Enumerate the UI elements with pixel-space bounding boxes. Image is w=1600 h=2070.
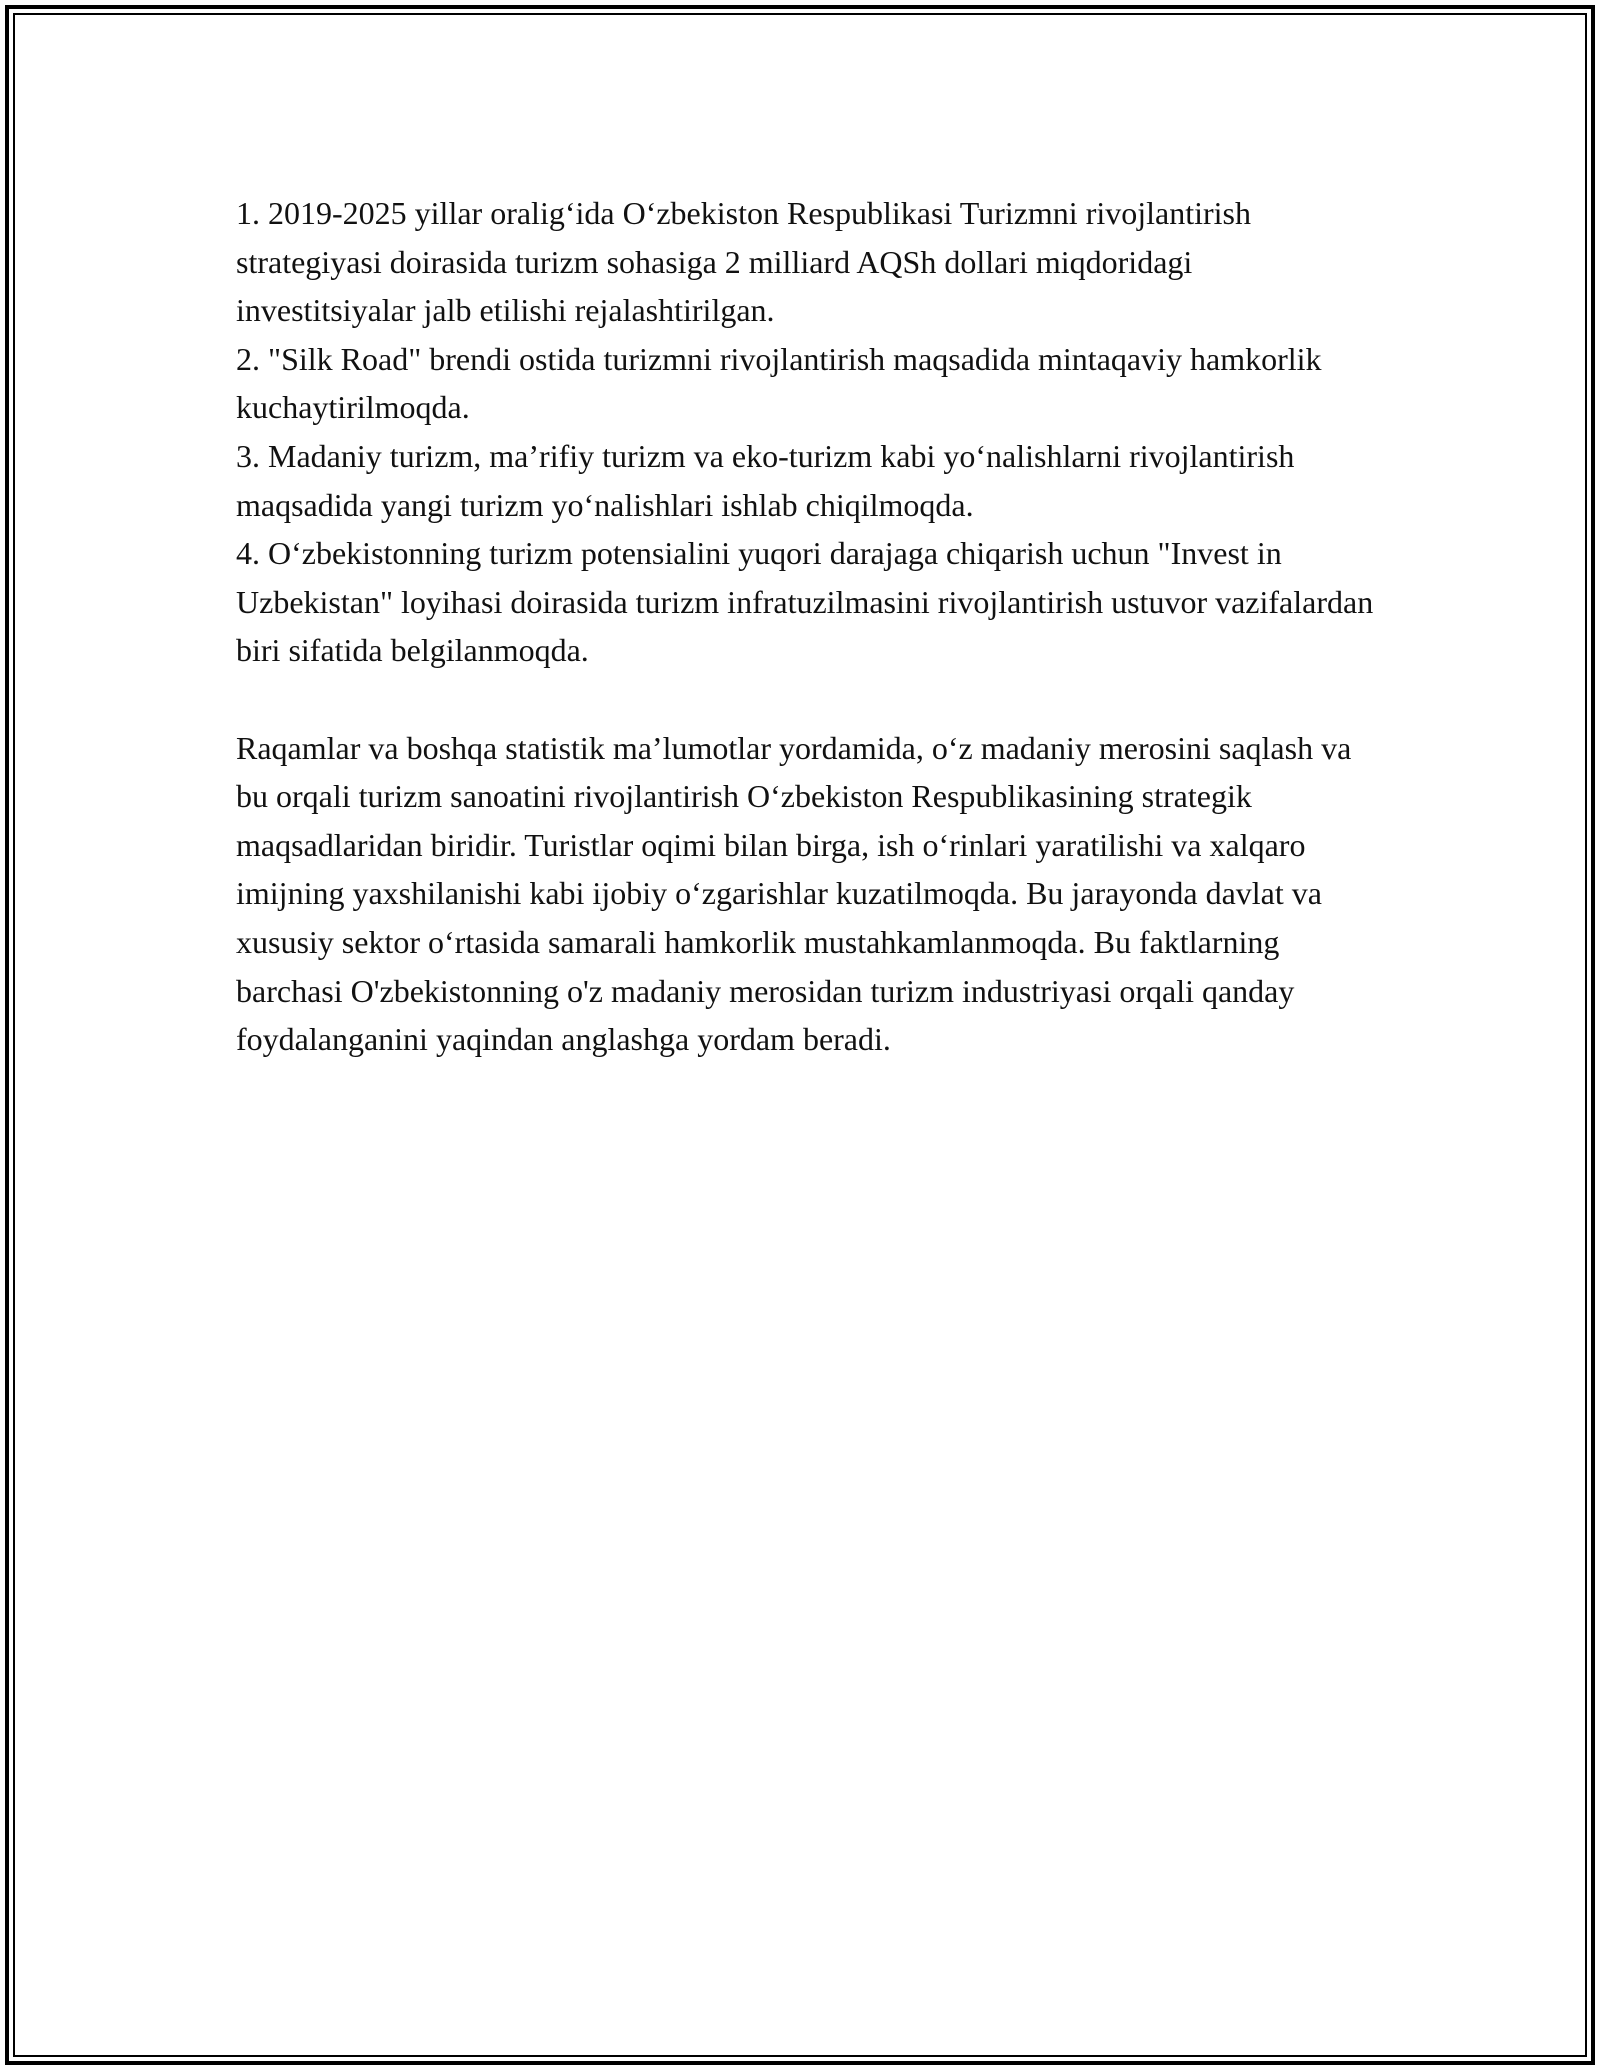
document-body — [236, 189, 1376, 1064]
summary-paragraph: Raqamlar va boshqa statistik ma’lumotlar yordamida, o‘z madaniy merosini saqlash va bu orqali turizm sanoatini rivojlantirish O‘zbekiston Respublikasining strategik maqsadlaridan biridir. Turistlar oqimi bilan birga, ish o‘rinlari yaratilishi va xalqaro imijning yaxshilanishi kabi ijobiy o‘zgarishlar kuzatilmoqda. Bu jarayonda davlat va xususiy sektor o‘rtasida samarali hamkorlik mustahkamlanmoqda. Bu faktlarning barchasi O'zbekistonning o'z madaniy merosidan turizm industriyasi orqali qanday foydalanganini yaqindan anglashga yordam beradi. — [236, 729, 1352, 1058]
list-item-1: 1. 2019-2025 yillar oralig‘ida O‘zbekiston Respublikasi Turizmni rivojlantirish strategiyasi doirasida turizm sohasiga 2 milliard AQSh dollari miqdoridagi investitsiyalar jalb etilishi rejalashtirilgan. — [236, 195, 1251, 329]
list-item-4: 4. O‘zbekistonning turizm potensialini yuqori darajaga chiqarish uchun "Invest in Uzbekistan" loyihasi doirasida turizm infratuzilmasini rivojlantirish ustuvor vazifalardan biri sifatida belgilanmoqda. — [236, 535, 1374, 669]
list-item-3: 3. Madaniy turizm, ma’rifiy turizm va eko-turizm kabi yo‘nalishlarni rivojlantirish maqsadida yangi turizm yo‘nalishlari ishlab chiqilmoqda. — [236, 437, 1295, 523]
list-item-2: 2. "Silk Road" brendi ostida turizmni rivojlantirish maqsadida mintaqaviy hamkorlik kuchaytirilmoqda. — [236, 340, 1322, 426]
